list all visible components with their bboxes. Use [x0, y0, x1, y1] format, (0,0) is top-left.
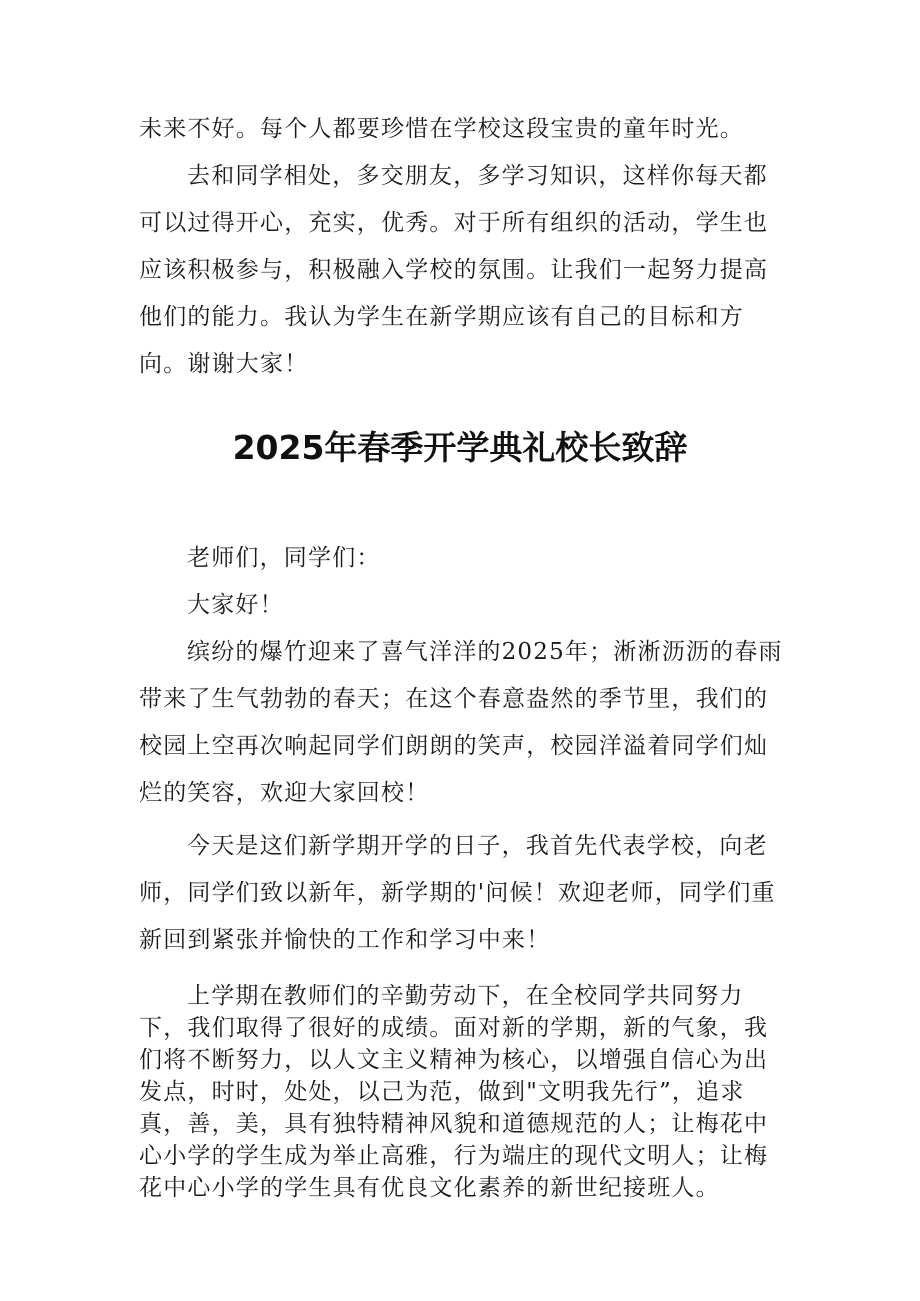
body-paragraph-1: 缤纷的爆竹迎来了喜气洋洋的2025年；淅淅沥沥的春雨带来了生气勃勃的春天；在这个春意盎然的季节里，我们的校园上空再次响起同学们朗朗的笑声，校园洋溢着同学们灿烂的笑容，欢迎大家回校！ [139, 639, 783, 806]
prev-paragraph-end: 未来不好。每个人都要珍惜在学校这段宝贵的童年时光。 [139, 116, 744, 142]
page-title: 2025年春季开学典礼校长致辞 [232, 428, 688, 467]
greeting: 大家好！ [187, 592, 284, 618]
salutation: 老师们，同学们： [187, 545, 381, 571]
prev-paragraph-closing: 去和同学相处，多交朋友，多学习知识，这样你每天都可以过得开心，充实，优秀。对于所有组织的活动，学生也应该积极参与，积极融入学校的氛围。让我们一起努力提高他们的能力。我认为学生在新学期应该有自己的目标和方向。谢谢大家！ [139, 163, 769, 377]
body-paragraph-3: 上学期在教师们的辛勤劳动下，在全校同学共同努力下，我们取得了很好的成绩。面对新的学期，新的气象，我们将不断努力，以人文主义精神为核心，以增强自信心为出发点，时时，处处，以己为范，做到"文明我先行”，追求真，善，美，具有独特精神风貌和道德规范的人；让梅花中心小学的学生成为举止高雅，行为端庄的现代文明人；让梅花中心小学的学生具有优良文化素养的新世纪接班人。 [139, 983, 769, 1201]
body-paragraph-2: 今天是这们新学期开学的日子，我首先代表学校，向老师，同学们致以新年，新学期的'问候！欢迎老师，同学们重新回到紧张并愉快的工作和学习中来！ [139, 833, 776, 953]
